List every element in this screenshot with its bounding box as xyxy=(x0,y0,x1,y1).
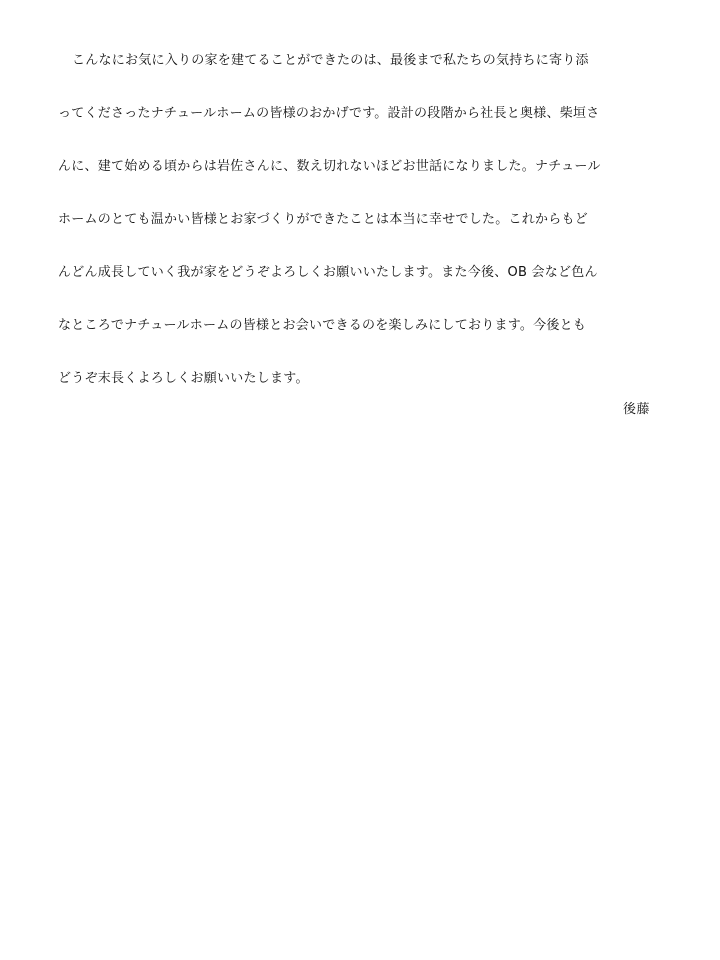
letter-line: どうぞ末長くよろしくお願いいたします。 xyxy=(58,371,309,386)
letter-body xyxy=(58,49,658,420)
letter-line: んに、建て始める頃からは岩佐さんに、数え切れないほどお世話になりました。ナチュール xyxy=(58,159,601,174)
letter-line: こんなにお気に入りの家を建てることができたのは、最後まで私たちの気持ちに寄り添 xyxy=(72,53,589,68)
letter-signature: 後藤 xyxy=(622,402,650,417)
letter-line: ってくださったナチュールホームの皆様のおかげです。設計の段階から社長と奥様、柴垣さ xyxy=(58,106,600,121)
letter-line: んどん成長していく我が家をどうぞよろしくお願いいたします。また今後、OB 会など色ん xyxy=(58,265,598,280)
letter-line: ホームのとても温かい皆様とお家づくりができたことは本当に幸せでした。これからもど xyxy=(58,212,589,227)
letter-line: なところでナチュールホームの皆様とお会いできるのを楽しみにしております。今後とも xyxy=(58,318,587,333)
